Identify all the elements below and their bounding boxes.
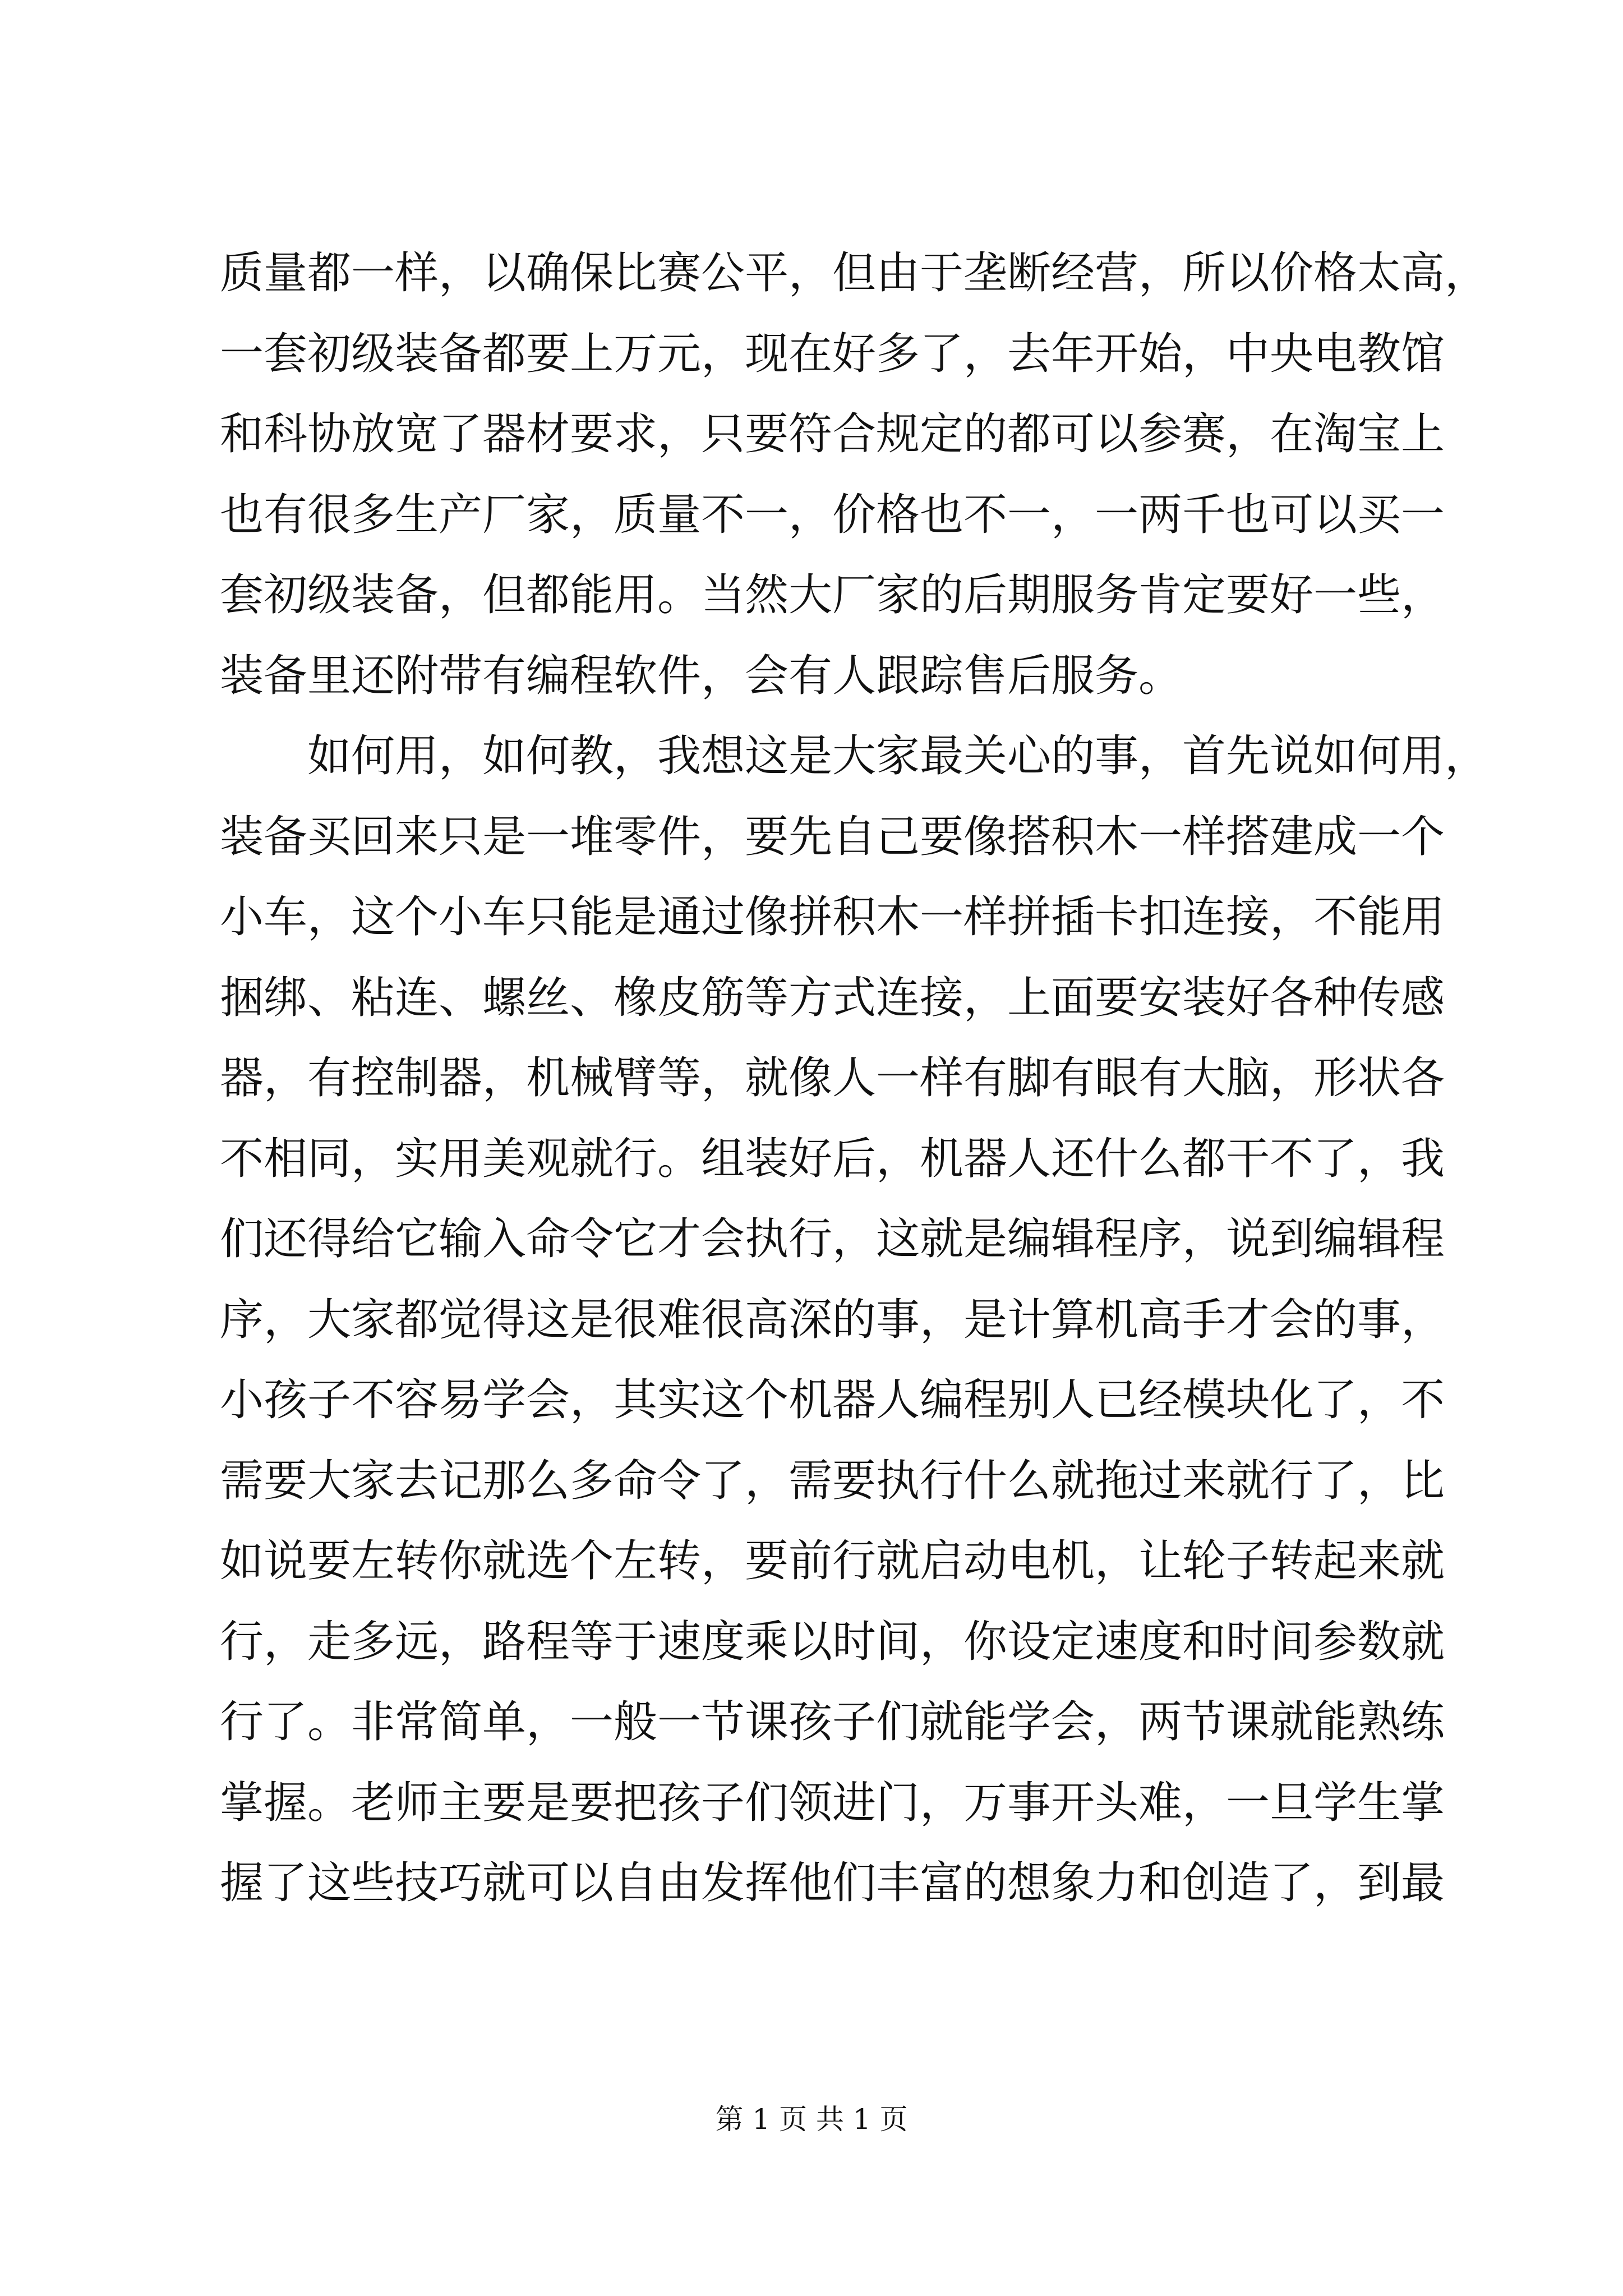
page-footer: 第 1 页 共 1 页 bbox=[715, 2103, 908, 2136]
text-line: 装备里还附带有编程软件，会有人跟踪售后服务。 bbox=[220, 650, 1183, 701]
paragraph-first-line: 如何用，如何教，我想这是大家最关心的事，首先说如何用， bbox=[307, 731, 1489, 781]
text-line: 行了。非常简单，一般一节课孩子们就能学会，两节课就能熟练 bbox=[220, 1697, 1445, 1747]
text-line: 小孩子不容易学会，其实这个机器人编程别人已经模块化了，不 bbox=[220, 1375, 1445, 1425]
text-line: 器，有控制器，机械臂等，就像人一样有脚有眼有大脑，形状各 bbox=[220, 1053, 1445, 1103]
text-line: 需要大家去记那么多命令了，需要执行什么就拖过来就行了，比 bbox=[220, 1455, 1445, 1506]
text-line: 装备买回来只是一堆零件，要先自己要像搭积木一样搭建成一个 bbox=[220, 811, 1445, 862]
text-line: 也有很多生产厂家，质量不一，价格也不一，一两千也可以买一 bbox=[220, 489, 1445, 540]
document-body bbox=[220, 233, 1489, 1924]
text-line: 们还得给它输入命令它才会执行，这就是编辑程序，说到编辑程 bbox=[220, 1214, 1445, 1264]
text-line: 小车，这个小车只能是通过像拼积木一样拼插卡扣连接，不能用 bbox=[220, 892, 1445, 942]
text-line: 掌握。老师主要是要把孩子们领进门，万事开头难，一旦学生掌 bbox=[220, 1777, 1445, 1828]
text-line: 不相同，实用美观就行。组装好后，机器人还什么都干不了，我 bbox=[220, 1133, 1445, 1184]
text-line: 质量都一样，以确保比赛公平，但由于垄断经营，所以价格太高， bbox=[220, 248, 1489, 298]
text-line: 序，大家都觉得这是很难很高深的事，是计算机高手才会的事， bbox=[220, 1294, 1445, 1345]
text-line: 套初级装备，但都能用。当然大厂家的后期服务肯定要好一些， bbox=[220, 570, 1445, 620]
text-line: 一套初级装备都要上万元，现在好多了，去年开始，中央电教馆 bbox=[220, 328, 1445, 379]
text-line: 握了这些技巧就可以自由发挥他们丰富的想象力和创造了，到最 bbox=[220, 1858, 1445, 1908]
text-line: 捆绑、粘连、螺丝、橡皮筋等方式连接，上面要安装好各种传感 bbox=[220, 972, 1445, 1023]
text-line: 和科协放宽了器材要求，只要符合规定的都可以参赛，在淘宝上 bbox=[220, 409, 1445, 459]
text-line: 如说要左转你就选个左转，要前行就启动电机，让轮子转起来就 bbox=[220, 1536, 1445, 1586]
text-line: 行，走多远，路程等于速度乘以时间，你设定速度和时间参数就 bbox=[220, 1616, 1445, 1667]
